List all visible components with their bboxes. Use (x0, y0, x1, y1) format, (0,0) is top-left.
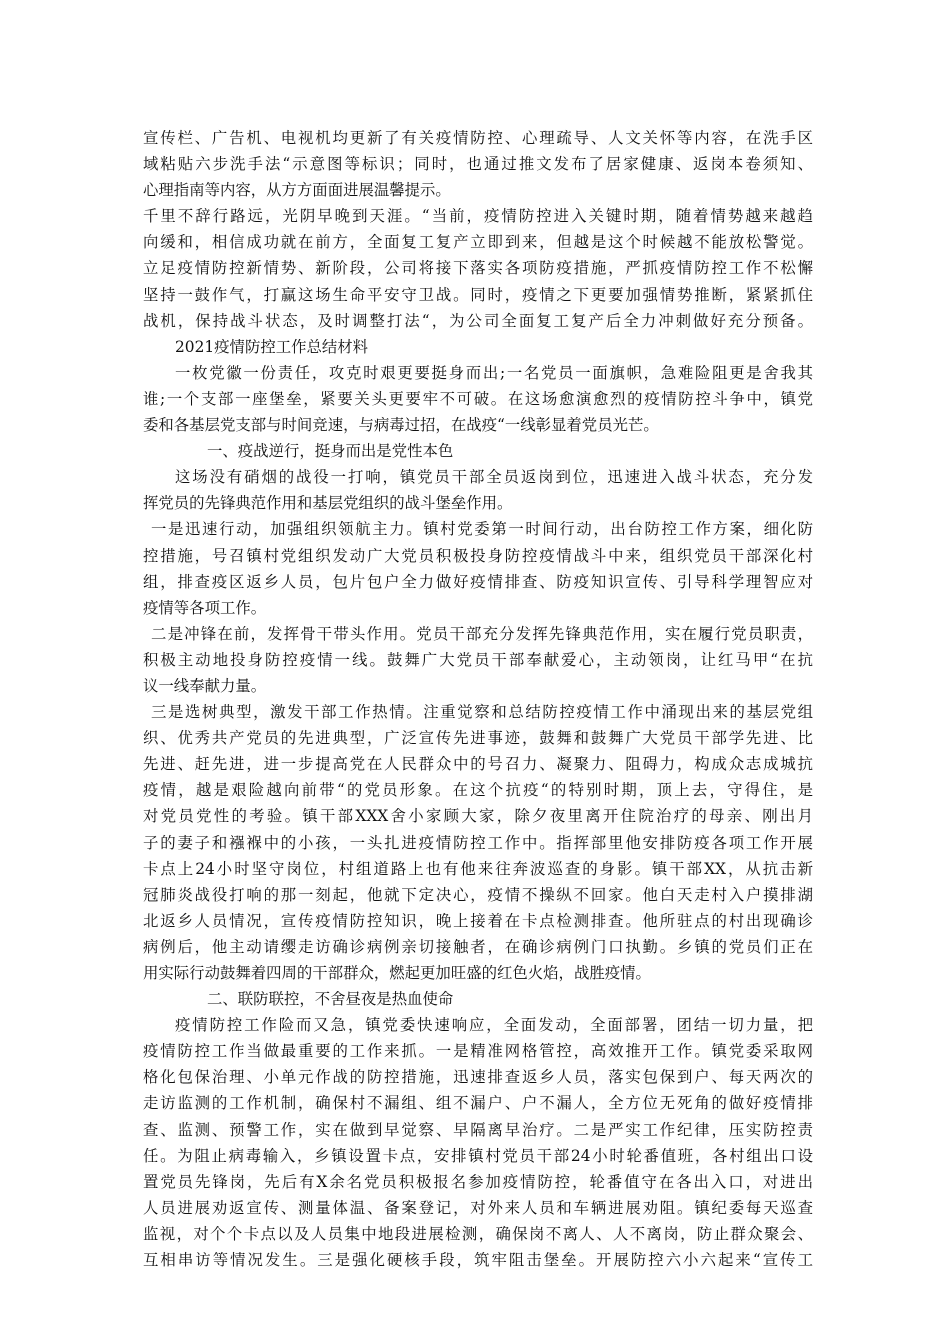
text-line: 向缓和，相信成功就在前方，全面复工复产立即到来，但越是这个时候越不能放松警觉。 (143, 233, 813, 252)
text-line: 2021疫情防控工作总结材料 (175, 337, 369, 356)
text-line: 冠肺炎战役打响的那一刻起，他就下定决心，疫情不操纵不回家。他白天走村入户摸排湖 (143, 885, 813, 904)
text-line: 互相串访等情况发生。三是强化硬核手段，筑牢阻击堡垒。开展防控六小六起来“宣传工 (143, 1251, 813, 1270)
text-line: 先进、赶先进，进一步提高党在人民群众中的号召力、凝聚力、阻碍力，构成众志成城抗 (143, 755, 813, 774)
text-line: 积极主动地投身防控疫情一线。鼓舞广大党员干部奉献爱心，主动领岗，让红马甲“在抗 (143, 650, 813, 669)
text-line: 立足疫情防控新情势、新阶段，公司将接下落实各项防疫措施，严抓疫情防控工作不松懈 (143, 259, 813, 278)
text-line: 谁;一个支部一座堡垒，紧要关头更要牢不可破。在这场愈演愈烈的疫情防控斗争中，镇党 (143, 389, 813, 408)
text-line: 查、监测、预警工作，实在做到早觉察、早隔离早治疗。二是严实工作纪律，压实防控责 (143, 1120, 813, 1139)
text-line: 组，排查疫区返乡人员，包片包户全力做好疫情排查、防疫知识宣传、引导科学理智应对 (143, 572, 813, 591)
text-line: 千里不辞行路远，光阴早晚到天涯。“当前，疫情防控进入关键时期，随着情势越来越趋 (143, 207, 813, 226)
text-line: 子的妻子和襁褓中的小孩，一头扎进疫情防控工作中。指挥部里他安排防疫各项工作开展 (143, 833, 813, 852)
text-line: 疫情等各项工作。 (143, 598, 267, 617)
text-line: 二、联防联控，不舍昼夜是热血使命 (207, 990, 454, 1009)
text-line: 心理指南等内容，从方方面面进展温馨提示。 (143, 181, 451, 200)
text-line: 病例后，他主动请缨走访确诊病例亲切接触者，在确诊病例门口执勤。乡镇的党员们正在 (143, 937, 813, 956)
text-line: 任。为阻止病毒输入，乡镇设置卡点，安排镇村党员干部24小时轮番值班，各村组出口设 (143, 1146, 813, 1165)
text-line: 这场没有硝烟的战役一打响，镇党员干部全员返岗到位，迅速进入战斗状态，充分发 (175, 468, 813, 487)
text-line: 议一线奉献力量。 (143, 676, 267, 695)
text-line: 挥党员的先锋典范作用和基层党组织的战斗堡垒作用。 (143, 494, 513, 513)
text-line: 二是冲锋在前，发挥骨干带头作用。党员干部充分发挥先锋典范作用，实在履行党员职责， (151, 624, 813, 643)
text-line: 坚持一鼓作气，打赢这场生命平安守卫战。同时，疫情之下更要加强情势推断，紧紧抓住 (143, 285, 813, 304)
text-line: 疫情，越是艰险越向前带“的党员形象。在这个抗疫“的特别时期，顶上去，守得住，是 (143, 781, 813, 800)
text-line: 一是迅速行动，加强组织领航主力。镇村党委第一时间行动，出台防控工作方案，细化防 (151, 520, 813, 539)
text-line: 北返乡人员情况，宣传疫情防控知识，晚上接着在卡点检测排查。他所驻点的村出现确诊 (143, 911, 813, 930)
text-line: 疫情防控工作当做最重要的工作来抓。一是精准网格管控，高效推开工作。镇党委采取网 (143, 1042, 813, 1061)
text-line: 一、疫战逆行，挺身而出是党性本色 (207, 442, 454, 461)
text-line: 格化包保治理、小单元作战的防控措施，迅速排查返乡人员，落实包保到户、每天两次的 (143, 1068, 813, 1087)
text-line: 对党员党性的考验。镇干部XXX舍小家顾大家，除夕夜里离开住院治疗的母亲、刚出月 (143, 807, 813, 826)
text-line: 宣传栏、广告机、电视机均更新了有关疫情防控、心理疏导、人文关怀等内容，在洗手区 (143, 129, 813, 147)
text-line: 置党员先锋岗，先后有X余名党员积极报名参加疫情防控，轮番值守在各出入口，对进出 (143, 1172, 813, 1191)
text-line: 委和各基层党支部与时间竞速，与病毒过招，在战疫“一线彰显着党员光芒。 (143, 416, 659, 435)
text-line: 用实际行动鼓舞着四周的干部群众，燃起更加旺盛的红色火焰，战胜疫情。 (143, 964, 651, 982)
document-body (143, 125, 813, 1273)
text-line: 三是选树典型，激发干部工作热情。注重觉察和总结防控疫情工作中涌现出来的基层党组 (151, 703, 813, 722)
text-line: 疫情防控工作险而又急，镇党委快速响应，全面发动，全面部署，团结一切力量，把 (175, 1016, 813, 1035)
text-line: 卡点上24小时坚守岗位，村组道路上也有他来往奔波巡查的身影。镇干部XX，从抗击新 (143, 859, 813, 878)
text-line: 织、优秀共产党员的先进典型，广泛宣传先进事迹，鼓舞和鼓舞广大党员干部学先进、比 (143, 729, 813, 748)
text-line: 一枚党徽一份责任，攻克时艰更要挺身而出;一名党员一面旗帜，急难险阻更是舍我其 (175, 363, 813, 382)
text-line: 战机，保持战斗状态，及时调整打法“，为公司全面复工复产后全力冲刺做好充分预备。 (143, 311, 813, 330)
text-line: 域粘贴六步洗手法“示意图等标识；同时，也通过推文发布了居家健康、返岗本卷须知、 (143, 155, 813, 174)
text-line: 控措施，号召镇村党组织发动广大党员积极投身防控疫情战斗中来，组织党员干部深化村 (143, 546, 813, 565)
text-line: 走访监测的工作机制，确保村不漏组、组不漏户、户不漏人，全方位无死角的做好疫情排 (143, 1094, 813, 1113)
text-line: 人员进展劝返宣传、测量体温、备案登记，对外来人员和车辆进展劝阻。镇纪委每天巡查 (143, 1198, 813, 1217)
text-line: 监视，对个个卡点以及人员集中地段进展检测，确保岗不离人、人不离岗，防止群众聚会、 (143, 1224, 813, 1243)
